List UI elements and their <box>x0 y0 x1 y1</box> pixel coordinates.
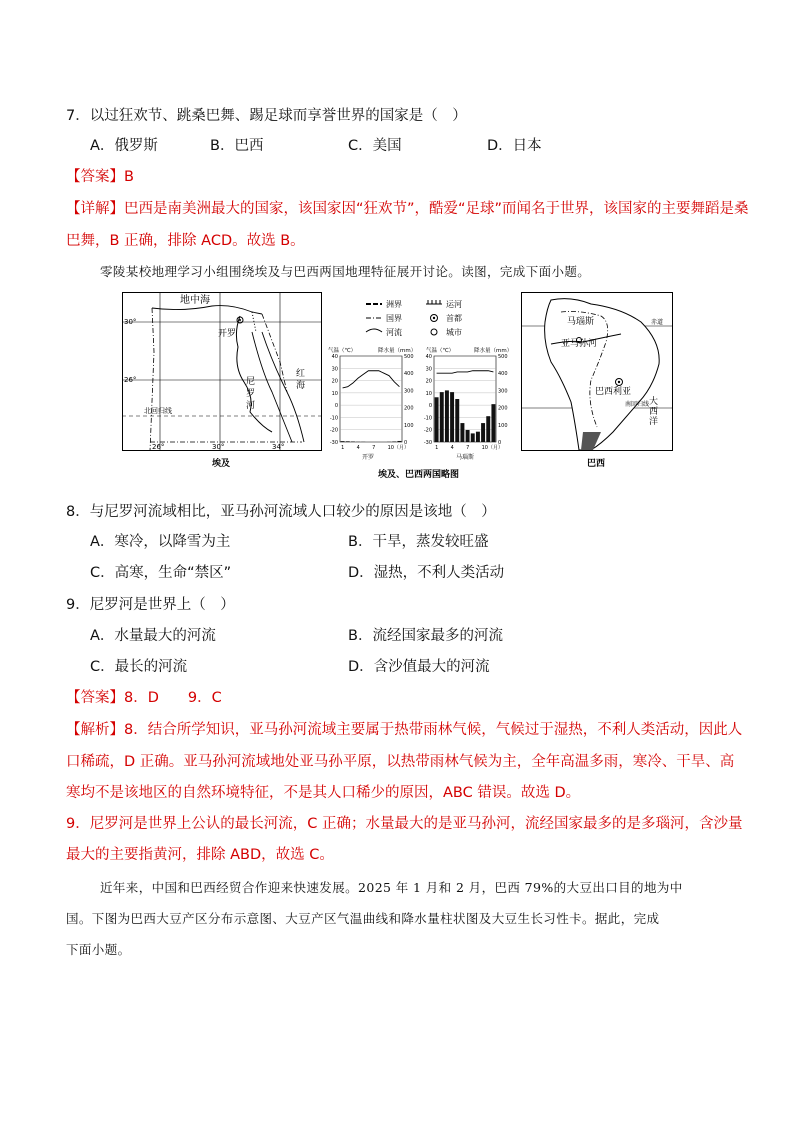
manaus-rain-tick: 400 <box>498 371 508 378</box>
q8-stem: 8．与尼罗河流域相比，亚马孙河流域人口较少的原因是该地（ ） <box>66 504 496 520</box>
legend-and-climate <box>326 296 516 482</box>
manaus-rain-bar <box>440 392 444 442</box>
cairo-chart-name: 开罗 <box>362 454 375 461</box>
egypt-redsea-2: 海 <box>296 381 306 391</box>
manaus-rain-tick: 100 <box>498 422 508 429</box>
cairo-rain-label: 降水量（mm） <box>378 348 417 354</box>
egypt-map <box>122 292 322 472</box>
q8-option-b: B．干旱，蒸发较旺盛 <box>348 534 489 550</box>
manaus-temp-label: 气温（℃） <box>426 348 455 354</box>
egypt-nile-3: 河 <box>246 401 256 411</box>
egypt-lat30: 30° <box>124 318 137 326</box>
egypt-cairo-label: 开罗 <box>218 329 237 339</box>
q89-answer <box>66 686 222 707</box>
manaus-temp-tick: -10 <box>423 415 432 422</box>
manaus-rain-tick: 200 <box>498 405 508 412</box>
analysis-line-4: 9．尼罗河是世界上公认的最长河流，C 正确；水量最大的是亚马孙河，流经国家最多的是多瑙河，含沙量 <box>66 816 743 832</box>
q9-stem: 9．尼罗河是世界上（ ） <box>66 597 235 613</box>
legend-canal: 运河 <box>446 300 462 309</box>
cairo-rain-tick: 0 <box>404 440 408 446</box>
manaus-climate-chart <box>424 354 508 451</box>
answer-tag: 【答案】 <box>66 690 124 706</box>
manaus-month-tick: 1 <box>435 445 439 451</box>
cairo-month-tick: 1 <box>341 445 345 451</box>
analysis-tag: 【解析】 <box>66 722 124 738</box>
manaus-temp-tick: -20 <box>423 427 432 434</box>
egypt-lon26: 26° <box>152 443 165 451</box>
manaus-rain-label: 降水量（mm） <box>474 348 513 354</box>
cairo-month-tick: 7 <box>372 445 376 451</box>
manaus-temp-tick: 30 <box>425 366 432 373</box>
manaus-rain-bar <box>476 432 480 442</box>
manaus-rain-bar <box>455 399 459 442</box>
cairo-rain-bar <box>351 441 355 442</box>
answer-value: B <box>124 169 134 185</box>
manaus-rain-bar <box>435 397 439 442</box>
cairo-rain-bar <box>392 441 396 442</box>
q7-detail-line-1 <box>66 197 749 218</box>
intro-2-line-1: 近年来，中国和巴西经贸合作迎来快速发展。2025 年 1 月和 2 月，巴西 79%的大豆出口目的地为中 <box>100 880 683 895</box>
manaus-chart-name: 马瑙斯 <box>456 454 475 461</box>
detail-text-1: 巴西是南美洲最大的国家，该国家因“狂欢节”，酷爱“足球”而闻名于世界，该国家的主要舞蹈是桑 <box>124 201 749 217</box>
q9-option-b: B．流经国家最多的河流 <box>348 628 503 644</box>
manaus-rain-bar <box>445 390 449 442</box>
brazil-brasilia-label: 巴西利亚 <box>595 387 632 397</box>
cairo-temp-tick: 40 <box>331 354 338 360</box>
egypt-sea-label: 地中海 <box>180 295 210 306</box>
manaus-rain-bar <box>460 423 464 442</box>
cairo-frame <box>340 356 402 442</box>
manaus-rain-bar <box>481 423 485 442</box>
cairo-temp-tick: 10 <box>331 390 338 397</box>
manaus-rain-bar <box>466 430 470 442</box>
egypt-caption: 埃及 <box>212 459 231 469</box>
egypt-tropic-label: 北回归线 <box>144 407 172 415</box>
intro-2-line-2: 国。下图为巴西大豆产区分布示意图、大豆产区气温曲线和降水量柱状图及大豆生长习性卡。据此，完成 <box>66 911 660 926</box>
analysis-line-3: 寒均不是该地区的自然环境特征，不是其人口稀少的原因，ABC 错误。故选 D。 <box>66 785 581 801</box>
analysis-text-1: 8．结合所学知识，亚马孙河流域主要属于热带雨林气候，气候过于湿热，不利人类活动，因此人 <box>124 722 743 738</box>
manaus-month-tick: 7 <box>466 445 470 451</box>
cairo-temp-tick: 0 <box>334 403 338 410</box>
cairo-rain-tick: 300 <box>404 388 414 395</box>
brazil-atlantic-2: 西 <box>649 407 659 417</box>
q8-option-c: C．高寒，生命“禁区” <box>90 565 232 581</box>
manaus-temp-tick: 40 <box>425 354 432 360</box>
q7-answer <box>66 165 134 186</box>
analysis-line-2: 口稀疏，D 正确。亚马孙河流域地处亚马孙平原，以热带雨林气候为主，全年高温多雨，寒冷、干旱、高 <box>66 754 735 770</box>
q8-option-d: D．湿热，不利人类活动 <box>348 565 505 581</box>
q7-option-d: D．日本 <box>487 138 542 154</box>
cairo-month-tick: 4 <box>356 445 360 451</box>
legend-river: 河流 <box>386 328 402 337</box>
cairo-rain-bar <box>397 441 401 442</box>
cairo-climate-chart <box>330 354 414 451</box>
manaus-rain-bar <box>486 416 490 442</box>
q7-detail-line-2: 巴舞，B 正确，排除 ACD。故选 B。 <box>66 233 305 249</box>
answer-tag: 【答案】 <box>66 169 124 185</box>
cairo-rain-bar <box>341 441 345 442</box>
manaus-temp-tick: 20 <box>425 378 432 385</box>
cairo-rain-tick: 100 <box>404 422 414 429</box>
manaus-month-tick: 4 <box>450 445 454 451</box>
cairo-temp-tick: -20 <box>329 427 338 434</box>
manaus-rain-tick: 0 <box>498 440 502 446</box>
cairo-rain-tick: 200 <box>404 405 414 412</box>
cairo-temp-tick: 30 <box>331 366 338 373</box>
q9-option-a: A．水量最大的河流 <box>90 628 216 644</box>
map-legend <box>366 299 462 337</box>
manaus-temp-tick: 0 <box>428 403 432 410</box>
answer-value: 8．D 9．C <box>124 690 222 706</box>
brazil-map <box>521 292 673 472</box>
q7-stem: 7．以过狂欢节、跳桑巴舞、踢足球而享誉世界的国家是（ ） <box>66 108 467 124</box>
brazil-amazon-label: 亚马孙河 <box>561 339 598 349</box>
q9-option-d: D．含沙值最大的河流 <box>348 659 490 675</box>
manaus-temp-tick: -30 <box>423 440 432 446</box>
egypt-nile-1: 尼 <box>246 377 256 387</box>
manaus-rain-bar <box>450 392 454 442</box>
q9-option-c: C．最长的河流 <box>90 659 188 675</box>
cairo-temp-tick: -10 <box>329 415 338 422</box>
cairo-temp-label: 气温（℃） <box>328 348 357 354</box>
brazil-manaus-label: 马瑙斯 <box>567 317 595 327</box>
legend-capital: 首都 <box>446 314 462 323</box>
egypt-lon34: 34° <box>272 443 285 451</box>
q8-option-a: A．寒冷，以降雪为主 <box>90 534 231 550</box>
center-caption: 埃及、巴西两国略图 <box>378 470 460 480</box>
egypt-lat26: 26° <box>124 376 137 384</box>
analysis-line-5: 最大的主要指黄河，排除 ABD，故选 C。 <box>66 847 334 863</box>
intro-2-line-3: 下面小题。 <box>66 942 131 957</box>
legend-city: 城市 <box>446 328 462 337</box>
cairo-temp-tick: -30 <box>329 440 338 446</box>
brazil-equator-label: 赤道 <box>651 319 664 326</box>
egypt-nile-2: 罗 <box>246 389 256 399</box>
cairo-month-tick: 10（月） <box>387 445 409 451</box>
manaus-rain-tick: 500 <box>498 354 508 360</box>
manaus-rain-tick: 300 <box>498 388 508 395</box>
legend-national-border: 国界 <box>386 314 402 323</box>
q7-option-b: B．巴西 <box>210 138 264 154</box>
brazil-tropic-label: 南回归线 <box>625 401 650 408</box>
intro-1: 零陵某校地理学习小组围绕埃及与巴西两国地理特征展开讨论。读图，完成下面小题。 <box>100 264 591 279</box>
detail-tag: 【详解】 <box>66 201 124 217</box>
manaus-rain-bar <box>491 404 495 442</box>
brazil-atlantic-3: 洋 <box>649 417 659 427</box>
manaus-month-tick: 10（月） <box>481 445 503 451</box>
legend-continent-boundary: 洲界 <box>386 300 402 309</box>
cairo-rain-tick: 500 <box>404 354 414 360</box>
cairo-rain-tick: 400 <box>404 371 414 378</box>
egypt-redsea-1: 红 <box>296 369 306 379</box>
cairo-rain-bar <box>346 441 350 442</box>
analysis-line-1 <box>66 718 742 739</box>
cairo-temp-tick: 20 <box>331 378 338 385</box>
q7-option-c: C．美国 <box>348 138 402 154</box>
manaus-rain-bar <box>471 433 475 442</box>
brazil-atlantic-1: 大 <box>649 397 659 407</box>
brazil-caption: 巴西 <box>587 459 606 469</box>
q7-option-a: A．俄罗斯 <box>90 138 158 154</box>
manaus-temp-tick: 10 <box>425 390 432 397</box>
egypt-lon30: 30° <box>212 443 225 451</box>
